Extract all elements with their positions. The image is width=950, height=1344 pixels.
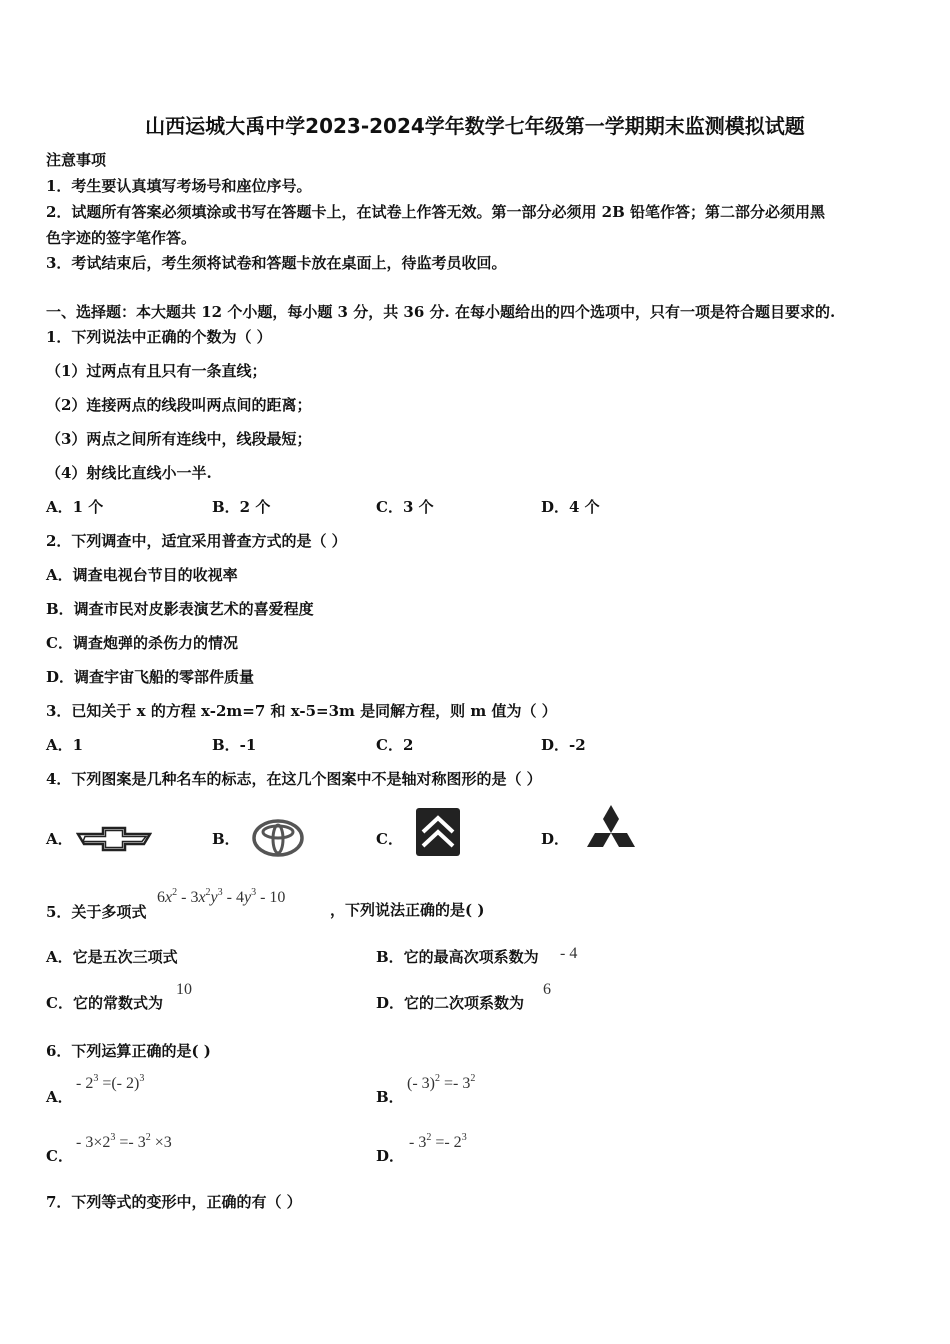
chevrolet-logo-icon xyxy=(76,826,152,852)
notice-item: 色字迹的签字笔作答。 xyxy=(46,229,197,247)
q1-statement: （3）两点之间所有连线中，线段最短； xyxy=(46,430,312,448)
q1-statement: （4）射线比直线小一半. xyxy=(46,464,212,482)
q5-option-d: D．它的二次项系数为 xyxy=(376,994,525,1012)
q5-option-d-value: 6 xyxy=(543,981,551,998)
q5-option-b-value: - 4 xyxy=(560,945,578,962)
q3-option-c: C．2 xyxy=(376,736,414,754)
q3-option-b: B．-1 xyxy=(212,736,257,754)
q3-option-a: A．1 xyxy=(46,736,84,754)
q6-option-c: C． xyxy=(46,1147,73,1165)
notice-item: 1．考生要认真填写考场号和座位序号。 xyxy=(46,177,312,195)
notice-heading: 注意事项 xyxy=(46,151,107,169)
q2-option-b: B．调查市民对皮影表演艺术的喜爱程度 xyxy=(46,600,314,618)
q1-option-d: D．4 个 xyxy=(541,498,600,516)
q5-option-c: C．它的常数式为 xyxy=(46,994,163,1012)
q6-option-c-expression: - $3\times 2^3 =- 3^2 \times 3$ xyxy=(76,1132,172,1151)
q6-option-b: B． xyxy=(376,1088,404,1106)
q5-option-a: A．它是五次三项式 xyxy=(46,948,178,966)
notice-item: 3．考试结束后，考生须将试卷和答题卡放在桌面上，待监考员收回。 xyxy=(46,254,507,272)
q6-stem: 6．下列运算正确的是( ) xyxy=(46,1042,211,1060)
q4-stem: 4．下列图案是几种名车的标志，在这几个图案中不是轴对称图形的是（ ） xyxy=(46,770,542,788)
q5-stem-tail: ，下列说法正确的是( ) xyxy=(330,901,485,919)
q5-polynomial-expression: $6x^2 - 3x^2y^3 - 4y^3 - 10$ xyxy=(157,887,286,906)
page-title: 山西运城大禹中学2023-2024学年数学七年级第一学期期末监测模拟试题 xyxy=(145,114,805,138)
q2-stem: 2．下列调查中，适宜采用普查方式的是（ ） xyxy=(46,532,347,550)
section-heading: 一、选择题：本大题共 12 个小题，每小题 3 分，共 36 分. 在每小题给出的四个选项中，只有一项是符合题目要求的. xyxy=(46,303,836,321)
q6-option-a-expression: - $2^3$ =(- 2)$^3$ xyxy=(76,1073,145,1092)
mitsubishi-logo-icon xyxy=(582,805,640,855)
q4-option-b: B． xyxy=(212,830,240,848)
q1-option-c: C．3 个 xyxy=(376,498,434,516)
q4-option-c: C． xyxy=(376,830,403,848)
q4-option-d: D． xyxy=(541,830,570,848)
q3-option-d: D．-2 xyxy=(541,736,586,754)
q7-stem: 7．下列等式的变形中，正确的有（ ） xyxy=(46,1193,302,1211)
q2-option-c: C．调查炮弹的杀伤力的情况 xyxy=(46,634,238,652)
q1-stem: 1．下列说法中正确的个数为（ ） xyxy=(46,328,272,346)
q2-option-a: A．调查电视台节目的收视率 xyxy=(46,566,238,584)
q5-option-c-value: 10 xyxy=(176,981,192,998)
q6-option-d-expression: - $3^2 =- 2^3$ xyxy=(409,1132,467,1151)
q1-option-b: B．2 个 xyxy=(212,498,271,516)
q6-option-a: A． xyxy=(46,1088,73,1106)
q1-statement: （2）连接两点的线段叫两点间的距离； xyxy=(46,396,312,414)
citroen-logo-icon xyxy=(416,808,460,856)
q6-option-b-expression: (- $3)^2 =- 3^2$ xyxy=(407,1073,476,1092)
q1-option-a: A．1 个 xyxy=(46,498,104,516)
q5-stem: 5．关于多项式 xyxy=(46,903,147,921)
q3-stem: 3．已知关于 x 的方程 x-2m=7 和 x-5=3m 是同解方程，则 m 值为（ ） xyxy=(46,702,557,720)
q1-statement: （1）过两点有且只有一条直线； xyxy=(46,362,267,380)
q2-option-d: D．调查宇宙飞船的零部件质量 xyxy=(46,668,255,686)
toyota-logo-icon xyxy=(252,818,304,858)
q5-option-b: B．它的最高次项系数为 xyxy=(376,948,539,966)
q4-option-a: A． xyxy=(46,830,73,848)
q6-option-d: D． xyxy=(376,1147,405,1165)
notice-item: 2．试题所有答案必须填涂或书写在答题卡上，在试卷上作答无效。第一部分必须用 2B 铅笔作答；第二部分必须用黑 xyxy=(46,203,826,221)
